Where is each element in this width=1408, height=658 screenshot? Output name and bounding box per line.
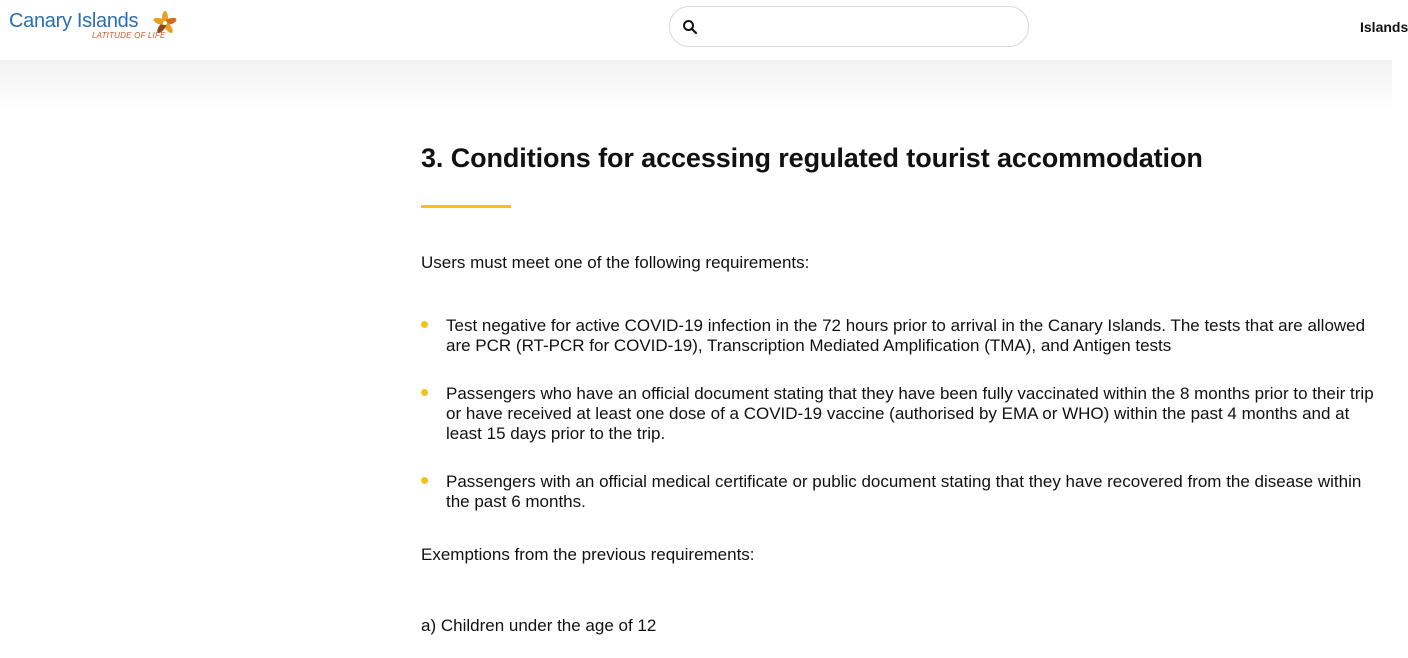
search-bar[interactable] [669,6,1029,47]
logo-wordmark: Canary Islands [9,10,139,32]
exemption-item: a) Children under the age of 12 [421,616,657,635]
site-logo[interactable] [9,9,184,45]
header-shadow [0,60,1392,110]
flower-icon [153,11,177,35]
list-item [421,316,1376,356]
requirements-list [421,316,1381,512]
page-title: 3. Conditions for accessing regulated tourist accommodation [421,143,1203,173]
site-header [0,0,1408,60]
bullet-icon [421,389,428,396]
requirement-text: Passengers who have an official document stating that they have been fully vaccinated within the 8 months prior to their trip or have received at least one dose of a COVID-19 vaccine (authorised by EMA or WHO) within the past 4 months and at least 15 days prior to the trip. [446,384,1374,443]
bullet-icon [421,321,428,328]
bullet-icon [421,477,428,484]
search-input[interactable] [706,13,1010,41]
requirement-text: Passengers with an official medical certificate or public document stating that they have recovered from the disease within the past 6 months. [446,472,1362,511]
nav-item-islands[interactable]: Islands [1360,19,1408,35]
requirement-text: Test negative for active COVID-19 infection in the 72 hours prior to arrival in the Canary Islands. The tests that are allowed are PCR (RT-PCR for COVID-19), Transcription Mediated Amplification (TMA), and Antigen tests [446,316,1366,355]
title-underline [421,205,511,208]
list-item [421,472,1376,512]
requirements-intro: Users must meet one of the following requirements: [421,253,810,272]
exemptions-heading: Exemptions from the previous requirements: [421,545,755,564]
search-icon[interactable] [682,19,698,35]
list-item [421,384,1376,444]
logo-tagline: LATITUDE OF LIFE [92,31,166,40]
main-content [421,140,1381,636]
